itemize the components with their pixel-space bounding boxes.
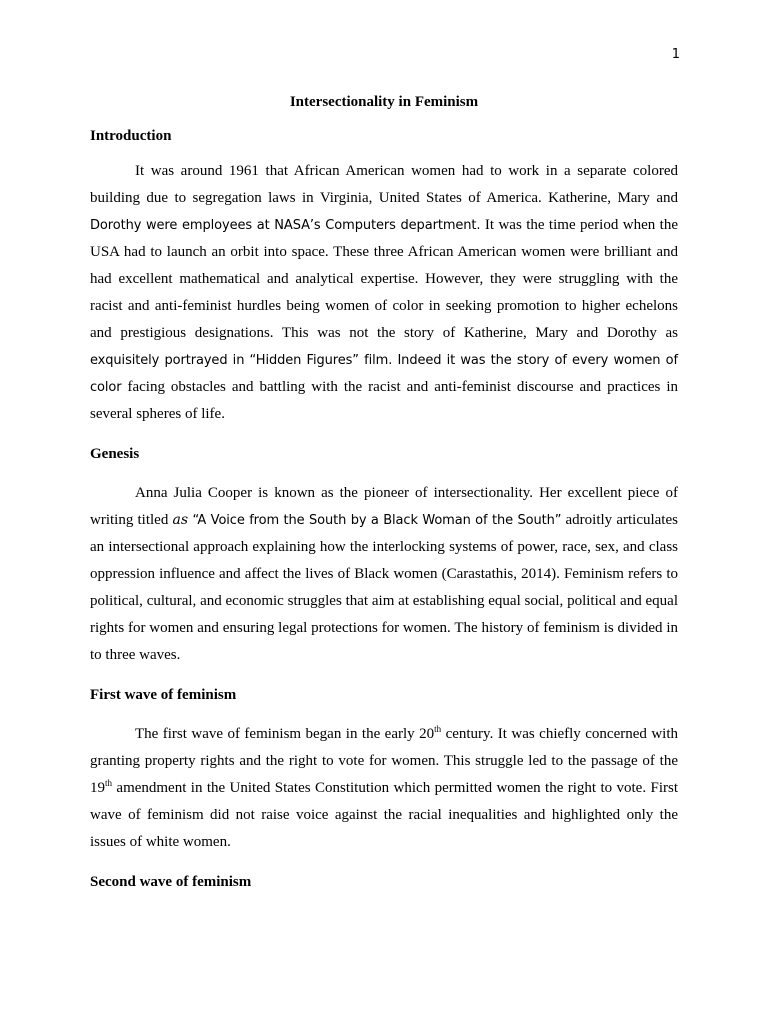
text-run: Anna Julia Cooper is known as the pioneer of intersectionality. Her excellent piece of writing titled [90,485,678,528]
heading-genesis: Genesis [90,446,140,462]
text-run: amendment in the United States Constitution which permitted women the right to vote. First wave of feminism did not raise voice against the racial inequalities and highlighted only the issues of white women. [90,780,678,850]
text-run: The first wave of feminism began in the early 20 [135,726,435,742]
text-run-alt-font: exquisitely portrayed in “Hidden Figures” film. Indeed it was the story of every women of color [90,353,678,395]
paragraph-first-wave [90,721,678,856]
superscript: th [434,724,442,734]
text-run: It was around 1961 that African American women had to work in a separate colored building due to segregation laws in Virginia, United States of America. Katherine, Mary and [90,163,678,206]
text-run: adroitly articulates an intersectional approach explaining how the interlocking systems of power, race, sex, and class oppression influence and affect the lives of Black women (Carastathis, 2014). Feminism refers to political, cultural, and economic struggles that aim at establishing equal social, political and equal rights for women and ensuring legal protections for women. The history of feminism is divided in to three waves. [90,512,678,663]
text-run: century. It was chiefly concerned with granting property rights and the right to vote for women. This struggle led to the passage of the 19 [90,726,678,796]
document-title: Intersectionality in Feminism [289,94,479,110]
text-run-alt-font: Dorothy were employees at NASA’s Computers department. [90,218,481,233]
text-run-alt-font: “A Voice from the South by a Black Woman of the South” [188,513,562,528]
text-run: It was the time period when the USA had to launch an orbit into space. These three African American women were brilliant and had excellent mathematical and analytical expertise. However, they were struggling with the racist and anti-feminist hurdles being women of color in seeking promotion to higher echelons and prestigious designations. This was not the story of Katherine, Mary and Dorothy as [90,217,678,341]
heading-second-wave: Second wave of feminism [90,874,252,890]
superscript: th [105,778,113,788]
heading-first-wave: First wave of feminism [90,687,237,703]
text-run-italic: as [172,512,189,528]
document-body [90,92,678,892]
page-number: 1 [671,47,680,62]
text-run: facing obstacles and battling with the racist and anti-feminist discourse and practices in several spheres of life. [90,379,678,422]
heading-introduction: Introduction [90,128,172,144]
paragraph-introduction [90,158,678,428]
paragraph-genesis [90,480,678,669]
